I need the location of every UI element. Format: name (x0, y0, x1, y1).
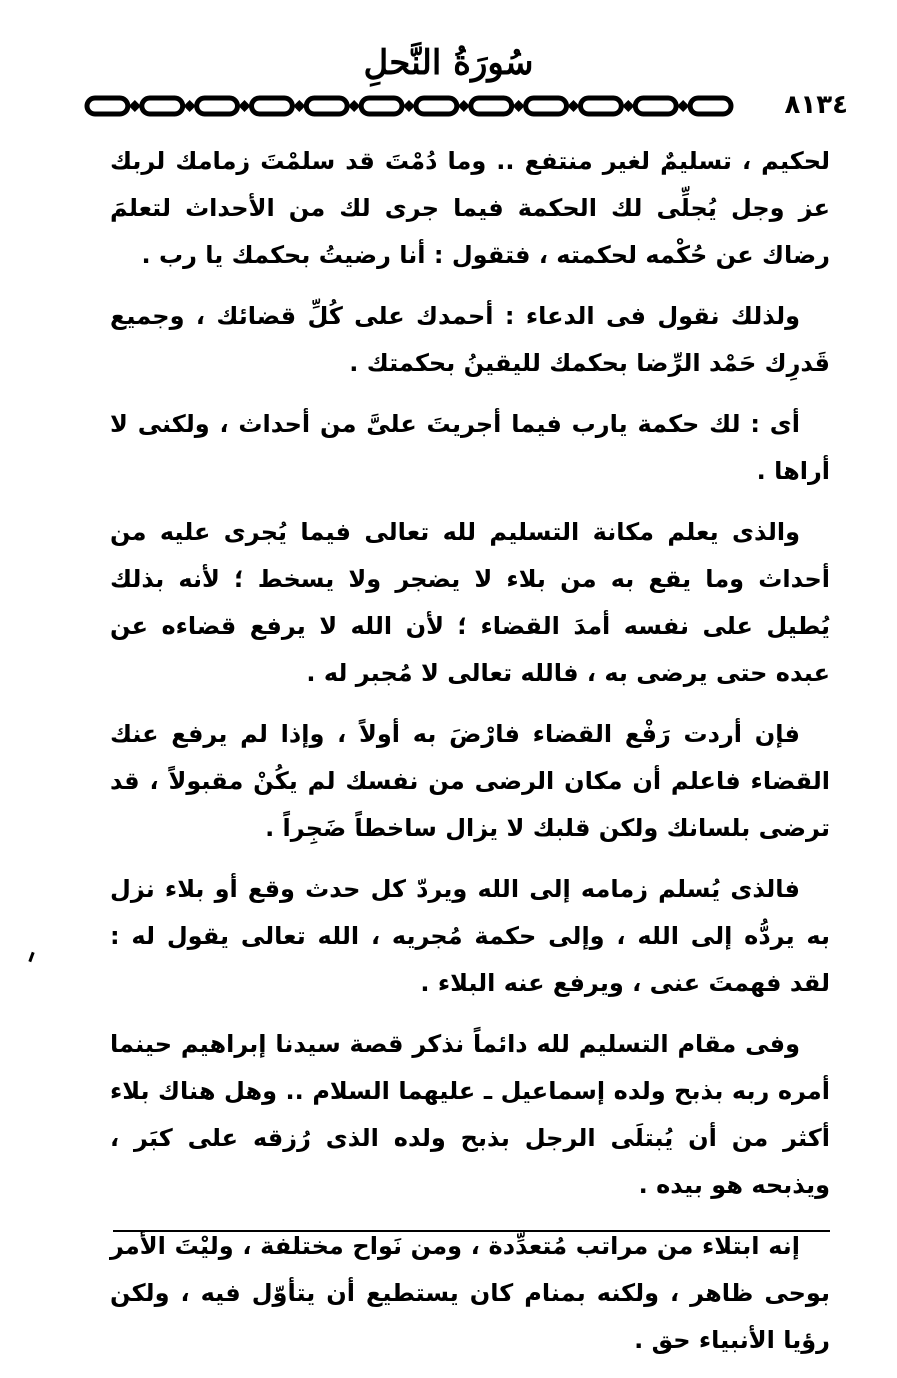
chain-link (87, 98, 128, 114)
chain-link (416, 98, 457, 114)
chain-link (197, 98, 238, 114)
paragraph-1: لحكيم ، تسليمٌ لغير منتفع .. وما دُمْتَ قد سلمْتَ زمامك لربك عز وجل يُجلِّى لك الحكمة فيما جرى لك من الأحداث لتعلمَ رضاك عن حُكْمه لحكمته ، فتقول : أنا رضيتُ بحكمك يا رب . (110, 147, 830, 269)
chain-link (252, 98, 293, 114)
chain-link (306, 98, 347, 114)
surah-title: سُورَةُ النَّحلِ (363, 43, 534, 83)
chain-diamond (513, 100, 525, 112)
chain-diamond (677, 100, 689, 112)
chain-link (526, 98, 567, 114)
ornamental-chain-border (84, 92, 742, 120)
chain-diamond (129, 100, 141, 112)
chain-diamond (293, 100, 305, 112)
paragraph-3: أى : لك حكمة يارب فيما أجريتَ علىَّ من أحداث ، ولكنى لا أراها . (110, 410, 830, 485)
chain-link (471, 98, 512, 114)
chain-link (142, 98, 183, 114)
chain-link (361, 98, 402, 114)
chain-diamond (622, 100, 634, 112)
paragraph-4: والذى يعلم مكانة التسليم لله تعالى فيما يُجرى عليه من أحداث وما يقع به من بلاء لا يضجر ولا يسخط ؛ لأنه بذلك يُطيل على نفسه أمدَ القضاء ؛ لأن الله لا يرفع قضاءه عن عبده حتى يرضى به ، فالله تعالى لا مُجبر له . (110, 518, 830, 687)
paragraph-5: فإن أردت رَفْع القضاء فارْضَ به أولاً ، وإذا لم يرفع عنك القضاء فاعلم أن مكان الرضى من نفسك لم يكُنْ مقبولاً ، قد ترضى بلسانك ولكن قلبك لا يزال ساخطاً ضَجِراً . (110, 720, 830, 842)
paragraph-8: إنه ابتلاء من مراتب مُتعدِّدة ، ومن نَواح مختلفة ، وليْتَ الأمر بوحى ظاهر ، ولكنه بمنام كان يستطيع أن يتأوّل فيه ، ولكن رؤيا الأنبياء حق . (110, 1232, 830, 1354)
chain-link (581, 98, 622, 114)
chain-diamond (184, 100, 196, 112)
footer-rule (113, 1230, 830, 1232)
chain-diamond (348, 100, 360, 112)
paragraph-6: فالذى يُسلم زمامه إلى الله ويردّ كل حدث وقع أو بلاء نزل به يردُّه إلى الله ، وإلى حكمة مُجريه ، الله تعالى يقول له : لقد فهمتَ عنى ، ويرفع عنه البلاء . (110, 875, 830, 997)
chain-link (635, 98, 676, 114)
paragraph-2: ولذلك نقول فى الدعاء : أحمدك على كُلِّ قضائك ، وجميع قَدرِك حَمْد الرِّضا بحكمك لليقينُ بحكمتك . (110, 302, 830, 377)
paragraph-7: وفى مقام التسليم لله دائماً نذكر قصة سيدنا إبراهيم حينما أمره ربه بذبح ولده إسماعيل ـ عليهما السلام .. وهل هناك بلاء أكثر من أن يُبتلَى الرجل بذبح ولده الذى رُزقه على كبَر ، ويذبحه هو بيده . (110, 1030, 830, 1199)
chain-diamond (403, 100, 415, 112)
margin-mark (28, 952, 34, 962)
chain-link (690, 98, 731, 114)
chain-diamond (239, 100, 251, 112)
chain-diamond (458, 100, 470, 112)
header-ornament-row (84, 92, 854, 120)
page-number: ٨١٣٤ (784, 90, 848, 120)
chain-diamond (568, 100, 580, 112)
page-body (110, 138, 830, 1378)
